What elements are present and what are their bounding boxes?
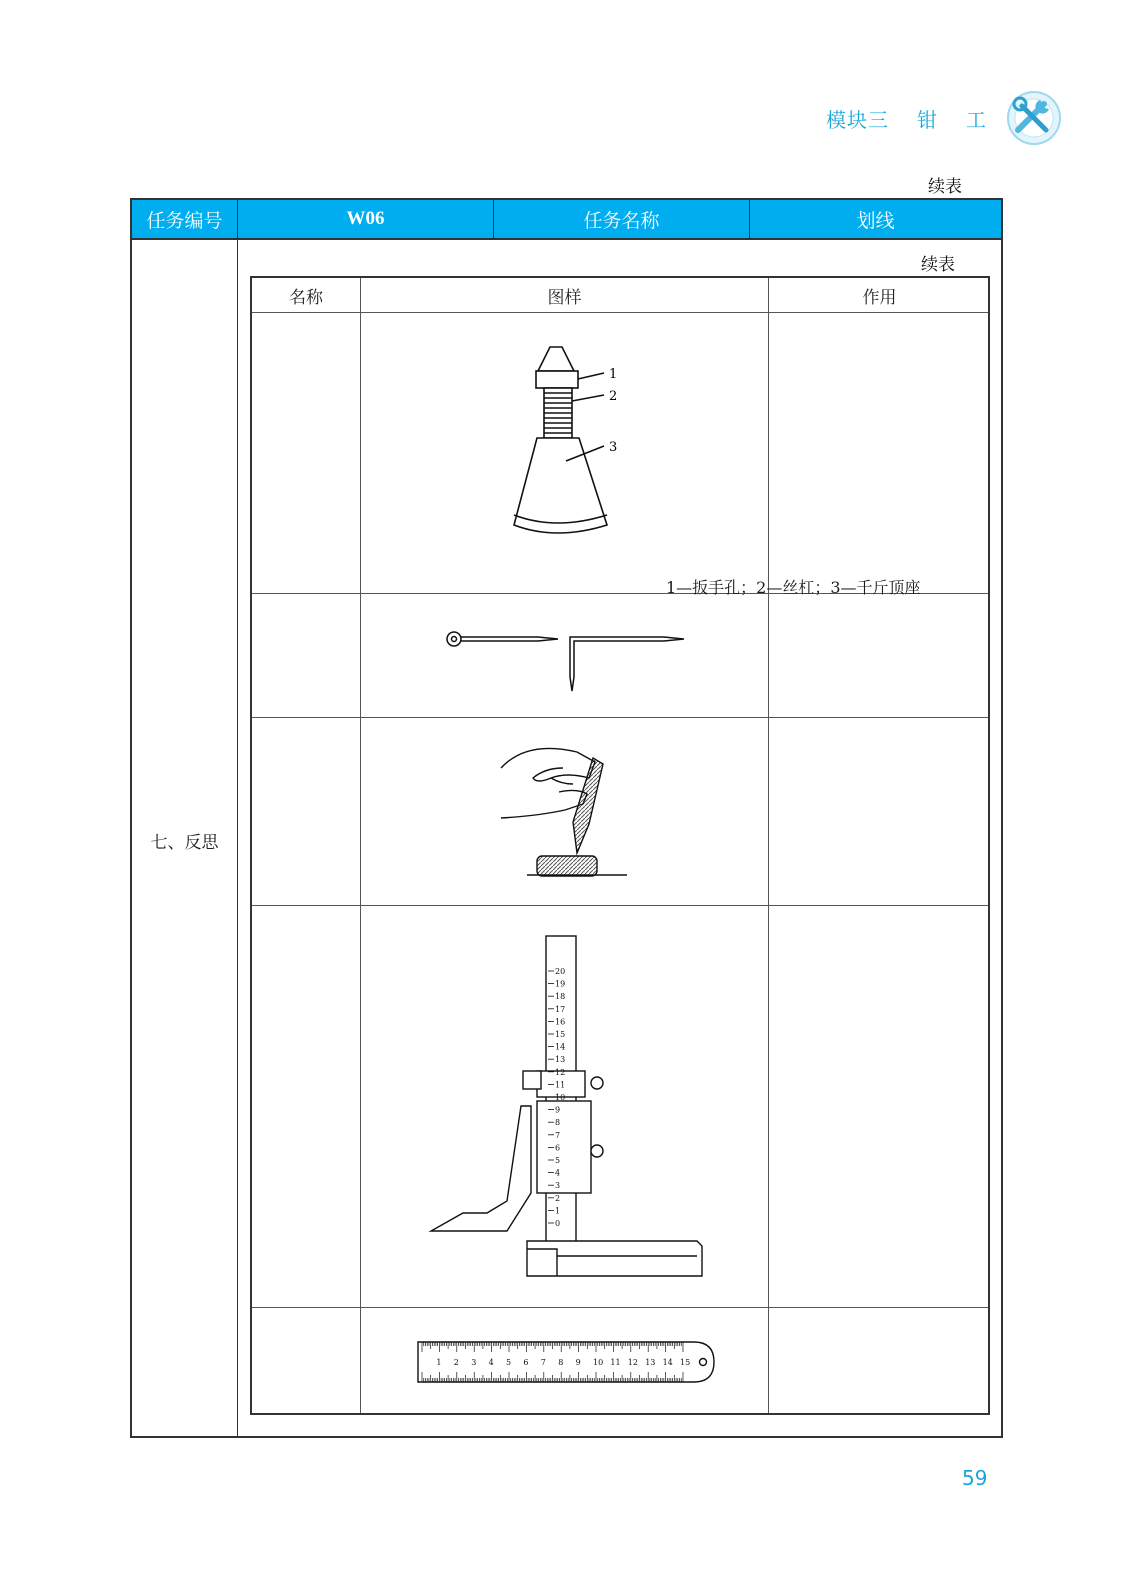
- tool-table: [250, 276, 990, 1415]
- section-label: 七、反思: [150, 833, 219, 853]
- task-table-header: [132, 200, 1001, 240]
- ruler-scale-label: 13: [645, 1358, 656, 1367]
- height-gauge-figure: [427, 931, 727, 1286]
- ruler-scale-label: 8: [558, 1358, 564, 1367]
- steel-ruler-figure: [412, 1338, 722, 1388]
- ruler-scale-label: 4: [488, 1358, 494, 1367]
- gauge-scale-label: 17: [555, 1004, 566, 1014]
- jack-caption: 1—扳手孔；2—丝杠；3—千斤顶座: [666, 578, 921, 597]
- table-row: [252, 906, 988, 1308]
- section-column: [132, 238, 238, 1436]
- header-figure: 图样: [547, 288, 582, 308]
- gauge-scale-label: 1: [555, 1206, 561, 1216]
- table-row: [252, 1308, 988, 1413]
- subject-char-2: 工: [966, 108, 987, 132]
- gauge-scale-label: 3: [555, 1181, 561, 1191]
- ruler-scale-label: 15: [680, 1358, 691, 1367]
- subject-char-1: 钳: [917, 108, 938, 132]
- gauge-scale-label: 4: [555, 1168, 561, 1178]
- page-number: 59: [962, 1466, 988, 1490]
- wrench-logo-icon: [1004, 90, 1064, 146]
- header-function: 作用: [862, 288, 897, 308]
- module-name: 模块三: [826, 108, 889, 132]
- table-row: [252, 594, 988, 718]
- gauge-scale-label: 5: [555, 1156, 561, 1165]
- continued-label: 续表: [928, 177, 962, 197]
- ruler-scale-label: 10: [593, 1358, 604, 1367]
- gauge-scale-label: 10: [555, 1093, 566, 1102]
- ruler-scale-label: 11: [610, 1358, 621, 1367]
- callout-3: 3: [609, 440, 618, 455]
- task-number-label: 任务编号: [132, 200, 238, 238]
- module-header: [826, 104, 987, 133]
- task-name-label: 任务名称: [494, 200, 750, 238]
- tool-table-header-row: [252, 278, 988, 313]
- gauge-scale-label: 2: [555, 1193, 561, 1203]
- gauge-scale-label: 6: [555, 1143, 561, 1153]
- ruler-scale-label: 7: [540, 1358, 546, 1367]
- jack-figure: [492, 333, 712, 543]
- ruler-scale-label: 12: [627, 1358, 638, 1367]
- gauge-scale-label: 16: [555, 1017, 566, 1027]
- task-number-value: W06: [238, 200, 494, 238]
- gauge-scale-label: 14: [555, 1042, 566, 1052]
- ruler-scale-label: 2: [453, 1358, 459, 1367]
- task-name-value: 划线: [856, 209, 895, 232]
- gauge-scale-label: 15: [555, 1030, 566, 1039]
- table-row: [252, 313, 988, 597]
- center-punch-figure: [497, 738, 637, 898]
- inner-continued-label: 续表: [921, 255, 955, 275]
- ruler-scale-label: 14: [662, 1358, 673, 1367]
- scriber-figure: [442, 619, 692, 694]
- gauge-scale-label: 7: [555, 1130, 561, 1140]
- gauge-scale-label: 20: [555, 967, 566, 976]
- gauge-scale-label: 12: [555, 1067, 566, 1077]
- gauge-scale-label: 0: [555, 1219, 561, 1228]
- callout-2: 2: [609, 389, 618, 404]
- table-row: [252, 718, 988, 906]
- callout-1: 1: [609, 367, 618, 382]
- gauge-scale-label: 18: [555, 992, 566, 1002]
- gauge-scale-label: 13: [555, 1055, 566, 1065]
- ruler-scale-label: 5: [506, 1358, 512, 1367]
- gauge-scale-label: 8: [555, 1118, 561, 1128]
- gauge-scale-label: 9: [555, 1105, 561, 1115]
- ruler-scale-label: 3: [471, 1358, 477, 1367]
- gauge-scale-label: 11: [555, 1080, 566, 1090]
- ruler-scale-label: 9: [575, 1358, 581, 1367]
- header-name: 名称: [289, 288, 323, 308]
- ruler-scale-label: 1: [436, 1358, 442, 1367]
- ruler-scale-label: 6: [523, 1358, 529, 1367]
- gauge-scale-label: 19: [555, 979, 566, 989]
